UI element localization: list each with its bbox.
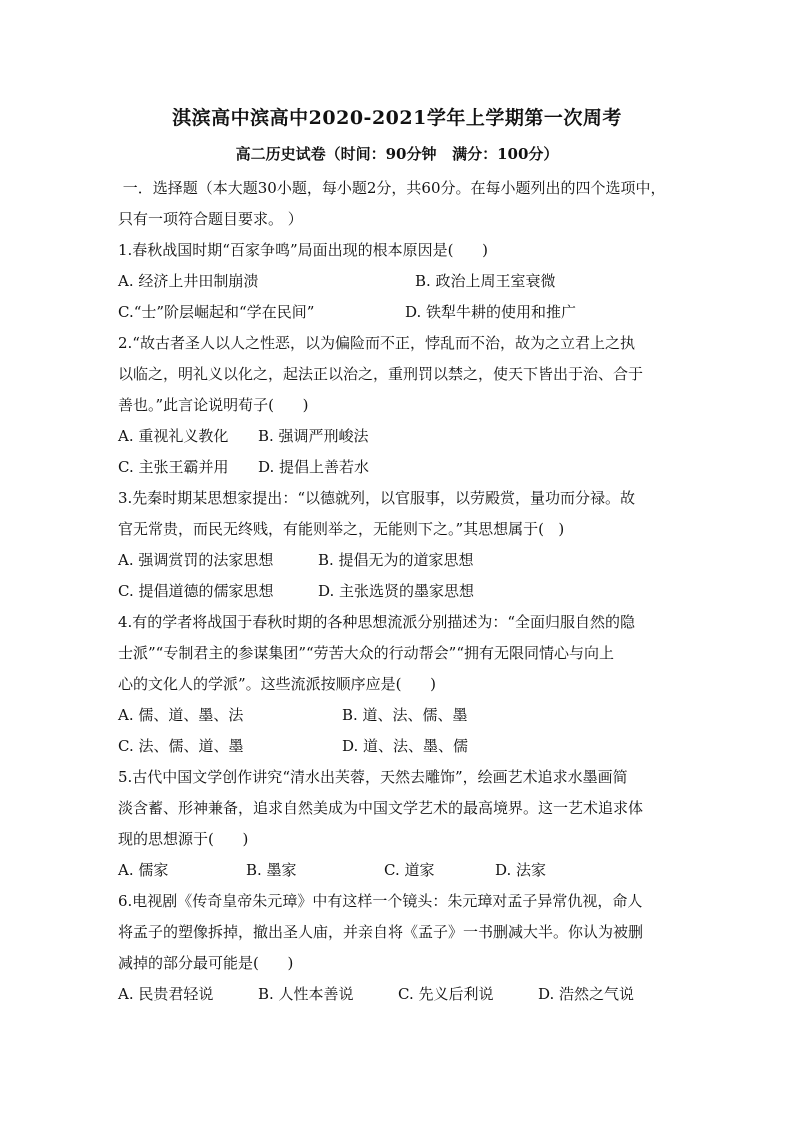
question-5-option-d: D. 法家: [495, 861, 547, 879]
question-2-stem-line-2: 以临之，明礼义以化之，起法正以治之，重刑罚以禁之，使天下皆出于治、合于: [118, 365, 644, 383]
question-3-stem-line-2: 官无常贵，而民无终贱，有能则举之，无能则下之。”其思想属于( ): [118, 520, 565, 538]
question-2-stem-line-3: 善也。”此言论说明荀子( ): [118, 396, 309, 414]
question-5-option-a: A. 儒家: [118, 861, 169, 879]
question-3-option-b: B. 提倡无为的道家思想: [318, 551, 474, 569]
question-4-stem-line-2: 士派”“专制君主的参谋集团”“劳苦大众的行动帮会”“拥有无限同情心与向上: [118, 644, 615, 662]
question-1-option-c: C.“士”阶层崛起和“学在民间”: [118, 303, 315, 321]
question-2-option-d: D. 提倡上善若水: [258, 458, 370, 476]
question-5-option-c: C. 道家: [384, 861, 435, 879]
question-4-option-a: A. 儒、道、墨、法: [118, 706, 244, 724]
question-1-stem-line-1: 1.春秋战国时期“百家争鸣”局面出现的根本原因是( ): [118, 241, 488, 259]
question-1-option-a: A. 经济上井田制崩溃: [118, 272, 259, 290]
question-6-stem-line-3: 减掉的部分最可能是( ): [118, 954, 294, 972]
question-6-option-a: A. 民贵君轻说: [118, 985, 214, 1003]
question-6-option-d: D. 浩然之气说: [538, 985, 635, 1003]
question-1-option-b: B. 政治上周王室衰微: [415, 272, 556, 290]
question-6-option-b: B. 人性本善说: [258, 985, 354, 1003]
question-2-option-c: C. 主张王霸并用: [118, 458, 229, 476]
question-5-stem-line-1: 5.古代中国文学创作讲究“清水出芙蓉，天然去雕饰”，绘画艺术追求水墨画简: [118, 768, 628, 786]
section-instructions-line-1: 一．选择题（本大题30小题，每小题2分，共60分。在每小题列出的四个选项中，: [118, 179, 666, 197]
question-3-option-c: C. 提倡道德的儒家思想: [118, 582, 274, 600]
question-3-option-d: D. 主张选贤的墨家思想: [318, 582, 475, 600]
question-4-stem-line-1: 4.有的学者将战国于春秋时期的各种思想流派分别描述为：“全面归服自然的隐: [118, 613, 635, 631]
section-instructions-line-2: 只有一项符合题目要求。 ）: [118, 210, 303, 228]
question-6-option-c: C. 先义后利说: [398, 985, 494, 1003]
question-1-option-d: D. 铁犁牛耕的使用和推广: [405, 303, 577, 321]
question-2-option-a: A. 重视礼义教化: [118, 427, 229, 445]
question-2-stem-line-1: 2.“故古者圣人以人之性恶，以为偏险而不正，悖乱而不治，故为之立君上之执: [118, 334, 635, 352]
question-6-stem-line-2: 将孟子的塑像拆掉，撤出圣人庙，并亲自将《孟子》一书删减大半。你认为被删: [118, 923, 644, 941]
question-4-option-b: B. 道、法、儒、墨: [342, 706, 468, 724]
question-4-option-d: D. 道、法、墨、儒: [342, 737, 469, 755]
question-3-option-a: A. 强调赏罚的法家思想: [118, 551, 274, 569]
exam-subtitle: 高二历史试卷（时间：90分钟 满分：100分）: [235, 145, 559, 163]
question-5-stem-line-2: 淡含蓄、形神兼备，追求自然美成为中国文学艺术的最高境界。这一艺术追求体: [118, 799, 644, 817]
question-6-stem-line-1: 6.电视剧《传奇皇帝朱元璋》中有这样一个镜头：朱元璋对孟子异常仇视，命人: [118, 892, 643, 910]
question-4-option-c: C. 法、儒、道、墨: [118, 737, 244, 755]
question-5-stem-line-3: 现的思想源于( ): [118, 830, 249, 848]
question-3-stem-line-1: 3.先秦时期某思想家提出：“以德就列，以官服事，以劳殿赏，量功而分禄。故: [118, 489, 635, 507]
exam-title: 淇滨高中滨高中2020-2021学年上学期第一次周考: [172, 107, 622, 129]
question-5-option-b: B. 墨家: [246, 861, 297, 879]
question-4-stem-line-3: 心的文化人的学派”。这些流派按顺序应是( ): [118, 675, 436, 693]
question-2-option-b: B. 强调严刑峻法: [258, 427, 369, 445]
